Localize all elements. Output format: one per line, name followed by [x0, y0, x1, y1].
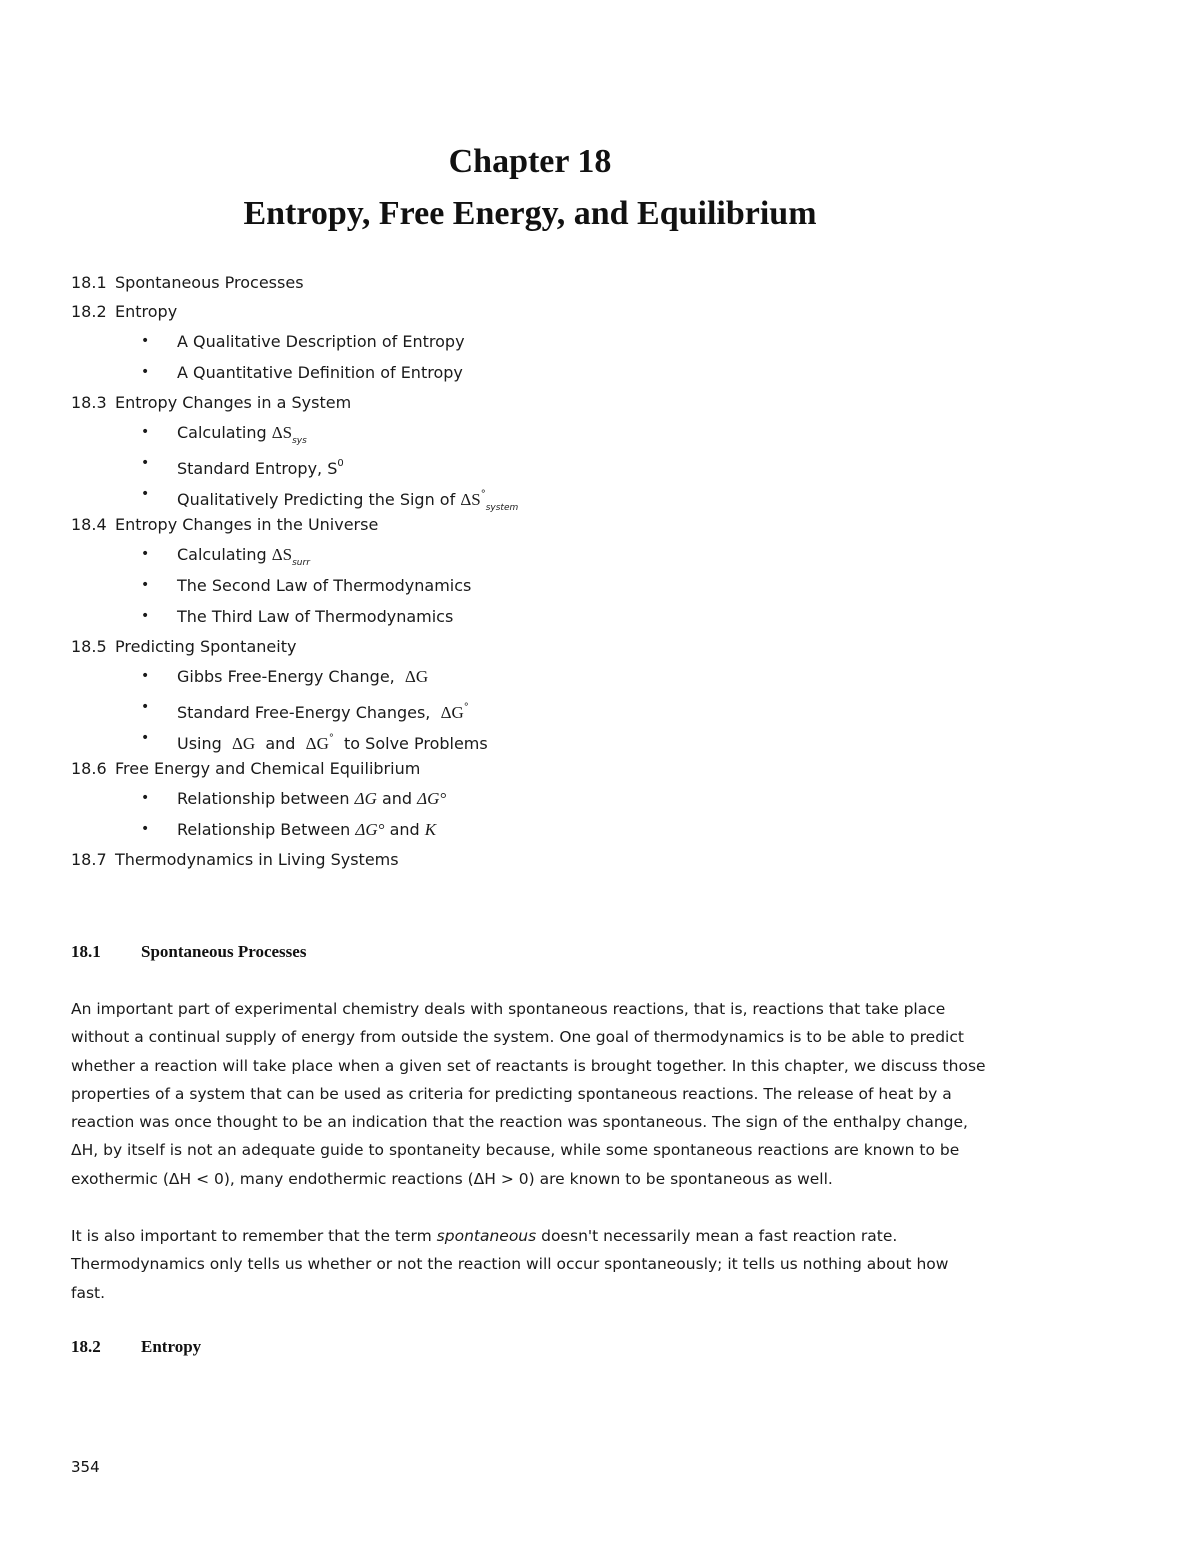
bullet-icon: • [141, 730, 150, 746]
toc-item-label [143, 820, 436, 839]
toc-item-label [143, 734, 488, 753]
subscript: system [485, 503, 519, 513]
item-text: Relationship Between [177, 820, 351, 839]
toc-section-number: 18.4 [71, 515, 107, 534]
delta-g-symbol: ΔG [305, 734, 329, 753]
paragraph-reaction-rate [71, 1222, 991, 1307]
toc-section-number: 18.2 [71, 302, 107, 321]
toc-item-label [143, 423, 307, 446]
toc-item [71, 814, 971, 845]
toc-section-label: Predicting Spontaneity [115, 637, 297, 656]
toc-item [71, 570, 971, 601]
toc-section-number: 18.1 [71, 273, 107, 292]
item-text: Gibbs Free-Energy Change, [177, 667, 395, 686]
toc-item [71, 448, 971, 479]
paragraph-line: reaction was once thought to be an indication that the reaction was spontaneous. The sign of the enthalpy change, [71, 1113, 968, 1132]
toc-item-label [143, 489, 519, 513]
bullet-icon: • [141, 790, 150, 806]
toc-item-label [143, 545, 310, 568]
section-title: Entropy [141, 1337, 202, 1356]
toc-section-number: 18.7 [71, 850, 107, 869]
bullet-icon: • [141, 333, 150, 349]
delta-g-symbol: ΔG [354, 789, 377, 808]
superscript: ° [480, 489, 486, 500]
paragraph-line: An important part of experimental chemistry deals with spontaneous reactions, that is, reactions that take place [71, 1000, 946, 1018]
toc-item-label [143, 459, 344, 478]
toc-section-18-1 [71, 268, 971, 297]
toc-item [71, 783, 971, 814]
delta-g-symbol: ΔG [440, 703, 464, 722]
line-text: doesn't necessarily mean a fast reaction rate. [541, 1227, 898, 1245]
toc-section-label: Thermodynamics in Living Systems [115, 850, 399, 869]
paragraph-line: ΔH, by itself is not an adequate guide to spontaneity because, while some spontaneous reactions are known to be [71, 1141, 960, 1160]
toc-item [71, 661, 971, 692]
toc-section-number: 18.5 [71, 637, 107, 656]
paragraph-line: exothermic (ΔH < 0), many endothermic reactions (ΔH > 0) are known to be spontaneous as well. [71, 1169, 833, 1188]
section-title: Spontaneous Processes [141, 942, 307, 961]
table-of-contents [71, 268, 971, 874]
toc-section-18-2 [71, 297, 971, 326]
item-text: Standard Free-Energy Changes, [177, 703, 431, 722]
delta-s-symbol: ΔS [271, 423, 293, 442]
paragraph-spontaneous [71, 995, 991, 1193]
toc-item-label [143, 703, 469, 722]
bullet-icon: • [141, 424, 150, 440]
toc-item [71, 326, 971, 357]
bullet-icon: • [141, 455, 150, 471]
paragraph-line [71, 1222, 991, 1250]
chapter-title: Chapter 18 [448, 143, 612, 180]
item-text: Relationship between [177, 789, 350, 808]
superscript: ° [463, 702, 469, 713]
toc-item [71, 539, 971, 570]
item-text: Standard Entropy, S [177, 459, 338, 478]
delta-s-symbol: ΔS [271, 545, 293, 564]
superscript: 0 [337, 458, 344, 469]
toc-section-18-7 [71, 845, 971, 874]
toc-section-label: Entropy Changes in a System [115, 393, 352, 412]
page-number: 354 [71, 1458, 100, 1476]
toc-item-label: The Second Law of Thermodynamics [177, 576, 472, 595]
bullet-icon: • [141, 486, 150, 502]
toc-item [71, 417, 971, 448]
section-heading-18-2 [71, 1337, 201, 1357]
item-text: Calculating [177, 545, 267, 564]
subscript: surr [292, 558, 310, 568]
toc-item-label: A Quantitative Definition of Entropy [177, 363, 463, 382]
toc-item-label: The Third Law of Thermodynamics [177, 607, 454, 626]
toc-item [71, 357, 971, 388]
paragraph-line: fast. [71, 1283, 106, 1302]
paragraph-line: properties of a system that can be used as criteria for predicting spontaneous reactions. The release of heat by a [71, 1084, 952, 1103]
item-text: and [381, 789, 413, 808]
emphasis-text: spontaneous [436, 1227, 537, 1245]
toc-item-label [143, 789, 446, 808]
bullet-icon: • [141, 546, 150, 562]
toc-section-label: Entropy [115, 302, 178, 321]
toc-section-label: Free Energy and Chemical Equilibrium [115, 759, 421, 778]
subscript: sys [292, 436, 307, 446]
item-text: to Solve Problems [344, 734, 488, 753]
k-symbol: K [424, 820, 437, 839]
paragraph-line: without a continual supply of energy from outside the system. One goal of thermodynamics is to be able to predict [71, 1028, 964, 1047]
toc-item [71, 692, 971, 723]
bullet-icon: • [141, 364, 150, 380]
toc-item [71, 601, 971, 632]
toc-item [71, 723, 971, 754]
paragraph-line: Thermodynamics only tells us whether or not the reaction will occur spontaneously; it tells us nothing about how [71, 1255, 949, 1274]
delta-g-symbol: ΔG° [417, 789, 447, 808]
delta-s-symbol: ΔS [460, 490, 481, 509]
toc-item-label [143, 667, 428, 686]
item-text: and [265, 734, 296, 753]
toc-item [71, 479, 971, 513]
bullet-icon: • [141, 699, 150, 715]
toc-section-18-6 [71, 754, 971, 783]
paragraph-line: whether a reaction will take place when a given set of reactants is brought together. In this chapter, we discuss those [71, 1056, 986, 1075]
toc-section-18-5 [71, 632, 971, 661]
section-number: 18.2 [71, 1337, 101, 1356]
item-text: Qualitatively Predicting the Sign of [177, 490, 456, 509]
delta-g-symbol: ΔG [231, 734, 256, 753]
toc-section-18-4 [71, 510, 971, 539]
bullet-icon: • [141, 577, 150, 593]
toc-section-number: 18.6 [71, 759, 107, 778]
superscript: ° [328, 733, 334, 744]
line-text: It is also important to remember that the term [71, 1227, 432, 1245]
toc-section-label: Entropy Changes in the Universe [115, 515, 379, 534]
item-text: Using [177, 734, 222, 753]
section-heading-18-1 [71, 942, 306, 962]
bullet-icon: • [141, 668, 150, 684]
toc-section-number: 18.3 [71, 393, 107, 412]
toc-section-18-3 [71, 388, 971, 417]
toc-section-label: Spontaneous Processes [115, 273, 304, 292]
section-number: 18.1 [71, 942, 101, 961]
delta-g-symbol: ΔG [404, 667, 429, 686]
bullet-icon: • [141, 608, 150, 624]
chapter-subtitle: Entropy, Free Energy, and Equilibrium [243, 195, 817, 232]
bullet-icon: • [141, 821, 150, 837]
item-text: Calculating [177, 423, 267, 442]
toc-item-label: A Qualitative Description of Entropy [177, 332, 465, 351]
delta-g-symbol: ΔG° [355, 820, 385, 839]
item-text: and [389, 820, 420, 839]
